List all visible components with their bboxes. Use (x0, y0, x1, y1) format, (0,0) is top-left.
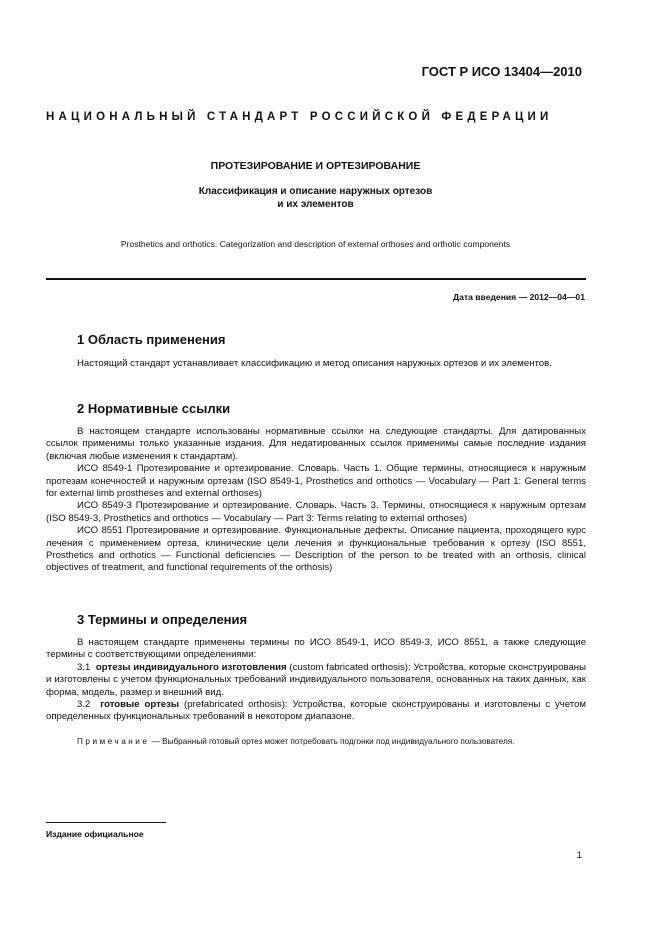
term-3-2-name: готовые ортезы (100, 699, 180, 711)
footer-divider (46, 822, 166, 823)
note-label: Примечание (77, 737, 150, 746)
introduction-date: Дата введения — 2012—04—01 (452, 292, 585, 302)
english-title: Prosthetics and orthotics. Categorization and description of external orthoses and orthotic components (120, 239, 511, 249)
term-3-1-definition: (custom fabricated orthosis): Устройства, которые сконструированы и изготовлены с учетом функциональных требований индивидуального пользователя, основанных на таких данных, как форма, модель, размер и внешний вид. (46, 661, 586, 698)
section-2-intro-paragraph: В настоящем стандарте использованы нормативные ссылки на следующие стандарты. Для датированных ссылок применимы только указанные издания. Для недатированных ссылок применимы самые последние издания (включая любые изменения к стандартам). (46, 426, 586, 462)
reference-iso-8549-1: ИСО 8549-1 Протезирование и ортезирование. Словарь. Часть 1. Общие термины, относящиеся к наружным протезам конечностей и наружным ортезам (ISO 8549-1, Prosthetics and orthotics — Vocabulary — Part 1: General terms for external limb prostheses and external orthoses) (46, 463, 586, 500)
term-3-2-number: 3.2 (77, 699, 91, 711)
term-3-2-definition: (prefabricated orthosis): Устройства, которые сконструированы и изготовлены с учетом определенных функциональных требований в некотором диапазоне. (46, 699, 587, 723)
document-title: ПРОТЕЗИРОВАНИЕ И ОРТЕЗИРОВАНИЕ (210, 160, 421, 172)
official-edition-label: Издание официальное (46, 829, 144, 839)
note-text: — Выбранный готовый ортез может потребовать подгонки под индивидуального пользователя. (151, 737, 515, 746)
section-3-body (46, 637, 586, 724)
subtitle-line-1: Классификация и описание наружных ортезов (198, 186, 433, 197)
section-1-heading: 1 Область применения (77, 332, 226, 347)
title-divider (46, 278, 586, 280)
section-3-intro-paragraph: В настоящем стандарте применены термины по ИСО 8549-1, ИСО 8549-3, ИСО 8551, а также следующие термины с соответствующими определениями: (46, 637, 586, 661)
term-3-2 (46, 699, 586, 724)
reference-iso-8549-3: ИСО 8549-3 Протезирование и ортезирование. Словарь. Часть 3. Термины, относящиеся к наружным ортезам (ISO 8549-3, Prosthetics and orthotics — Vocabulary — Part 3: Terms relating to external orthoses) (46, 500, 586, 524)
national-standard-banner: НАЦИОНАЛЬНЫЙ СТАНДАРТ РОССИЙСКОЙ ФЕДЕРАЦИИ (46, 111, 553, 123)
term-3-1 (46, 662, 586, 699)
term-3-1-number: 3.1 (77, 661, 91, 673)
page-number: 1 (576, 850, 582, 861)
subtitle-line-2: и их элементов (277, 199, 354, 210)
section-3-note (46, 736, 586, 748)
standard-number: ГОСТ Р ИСО 13404—2010 (421, 64, 582, 79)
section-2-body (46, 426, 586, 575)
term-3-1-name: ортезы индивидуального изготовления (95, 661, 287, 673)
section-1-body (46, 358, 586, 370)
section-3-heading: 3 Термины и определения (77, 612, 248, 627)
section-1-paragraph: Настоящий стандарт устанавливает классификацию и метод описания наружных ортезов и их элементов. (77, 358, 552, 369)
reference-iso-8551: ИСО 8551 Протезирование и ортезирование. Функциональные дефекты. Описание пациента, проходящего курс лечения с применением ортеза, клинические цели лечения и функциональные требования к ортезу (ISO 8551, Prosthetics and orthotics — Functional deficiencies — Description of the person to be treated with an orthosis, clinical objectives of treatment, and functional requirements of the orthosis) (46, 525, 586, 574)
document-subtitle (46, 185, 585, 211)
section-2-heading: 2 Нормативные ссылки (77, 401, 231, 416)
